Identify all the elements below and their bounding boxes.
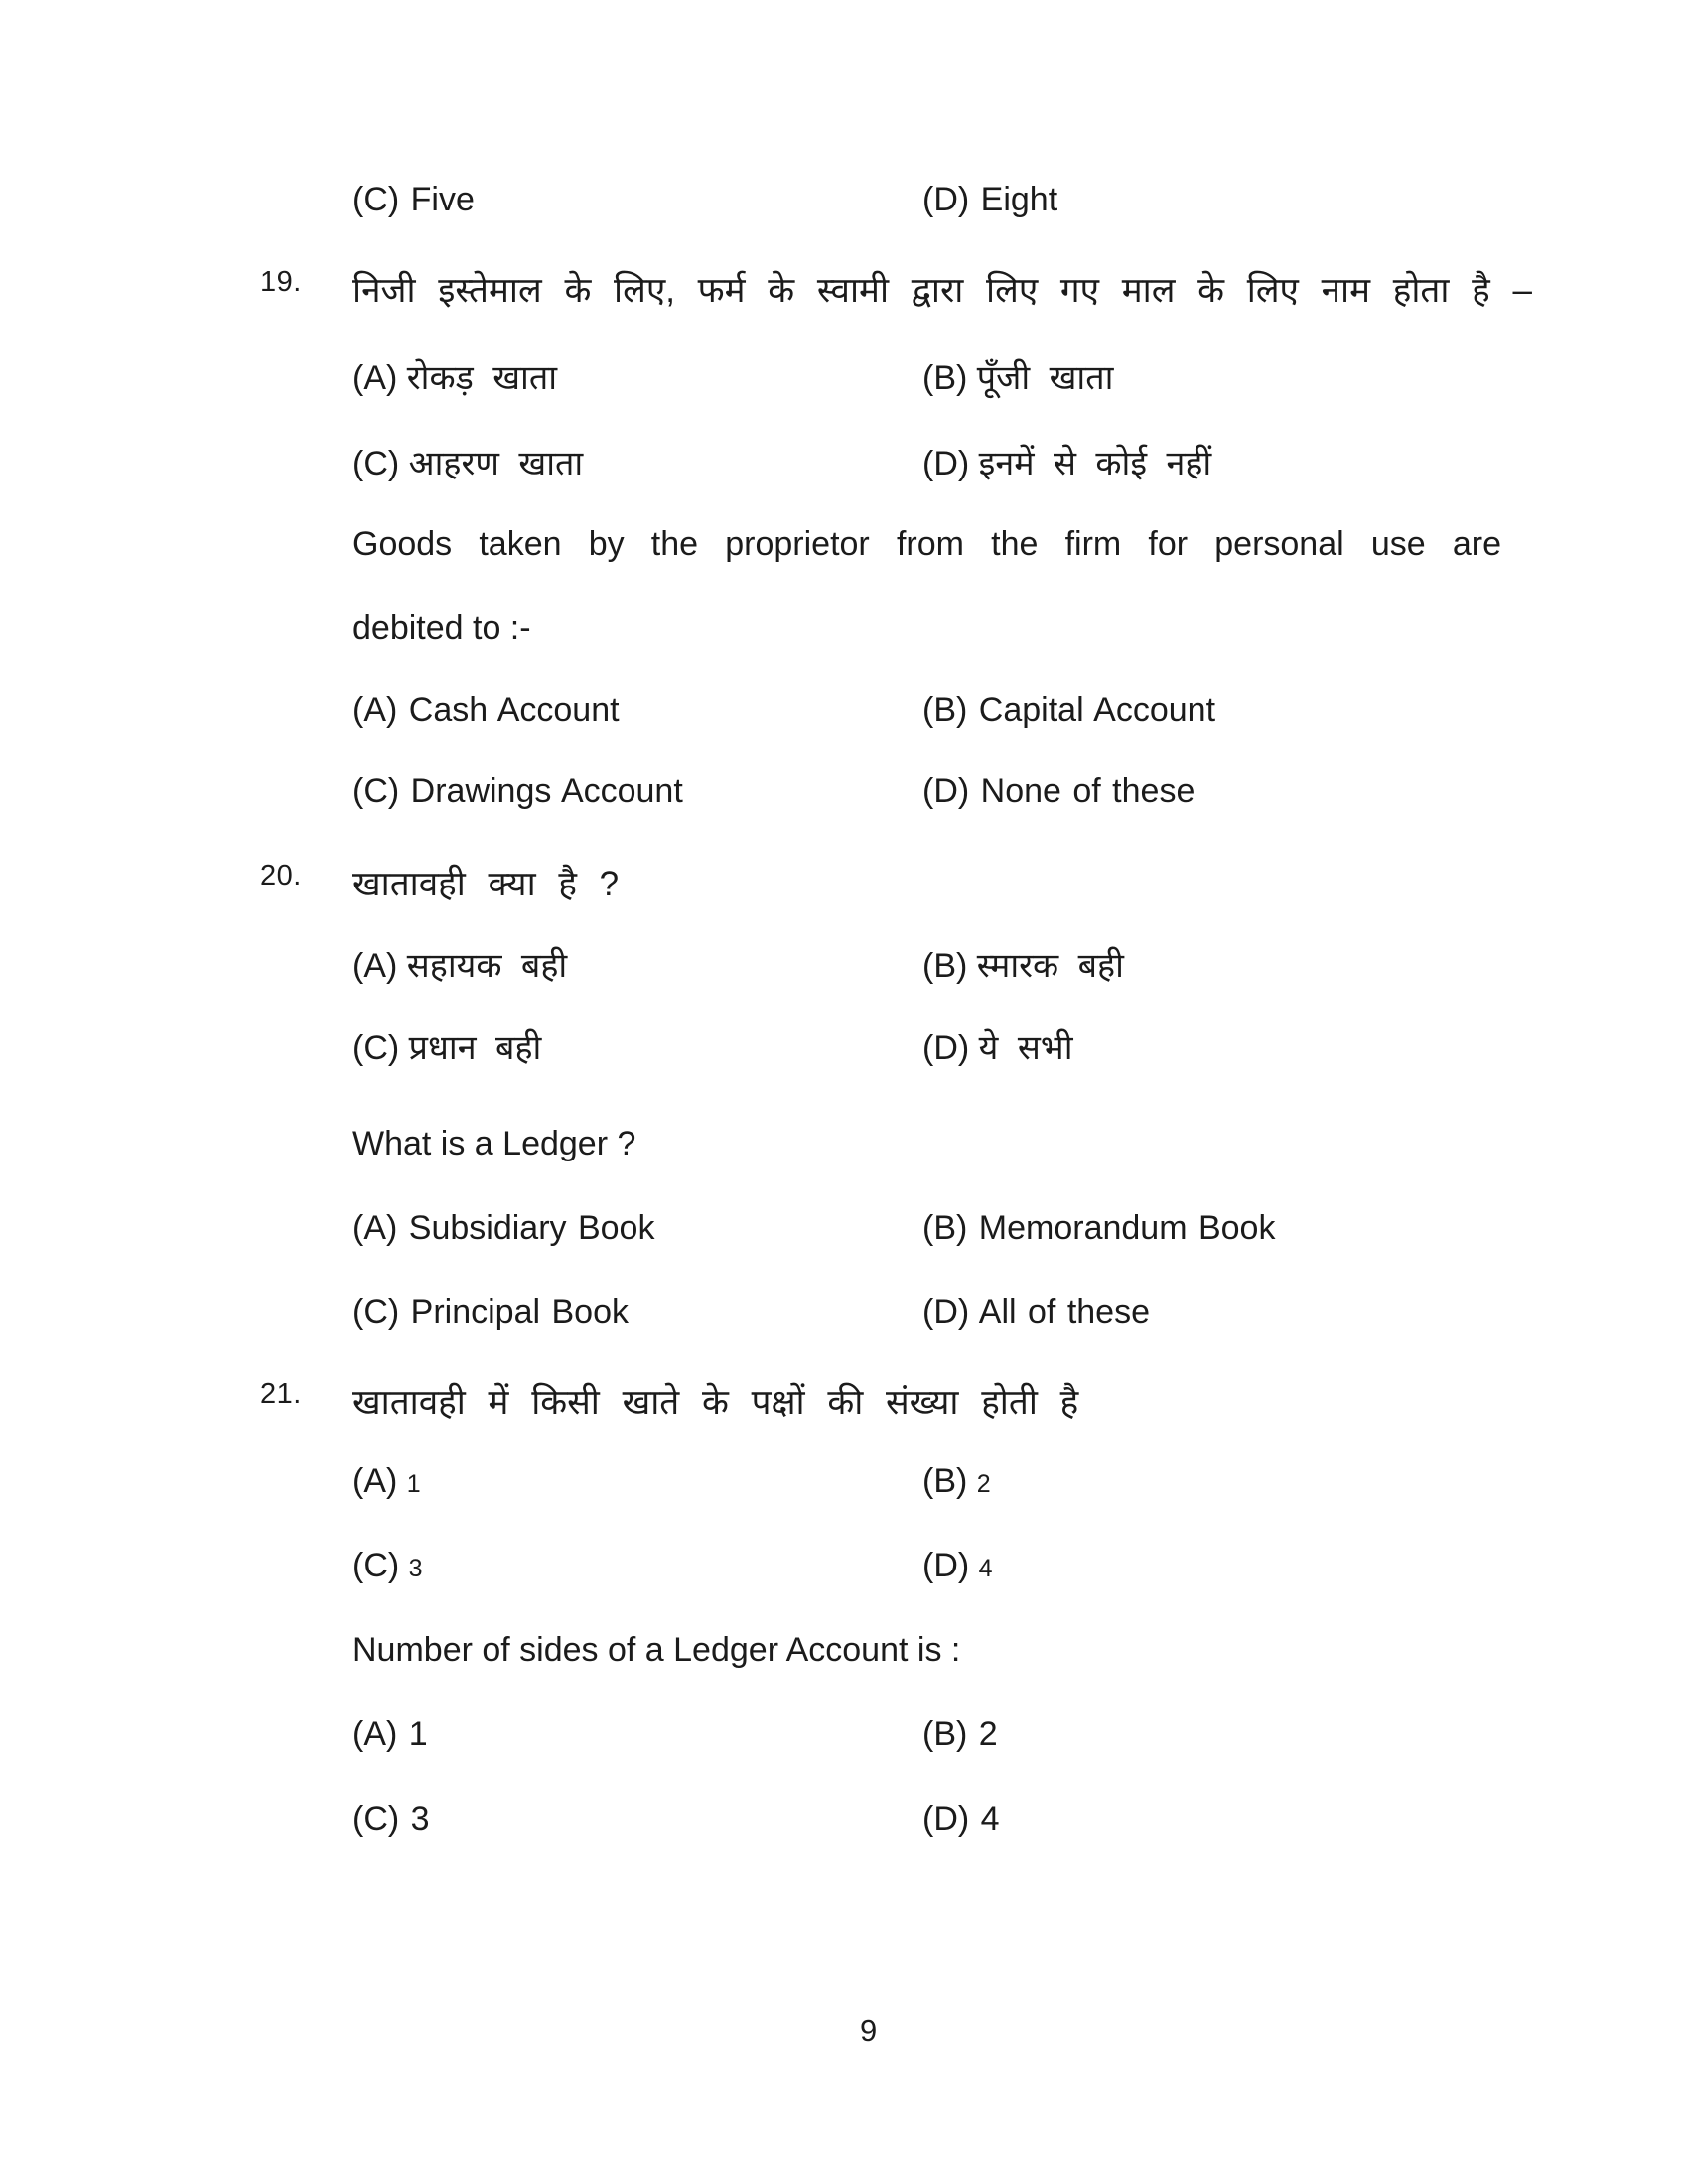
option-text: आहरण खाता [408, 445, 584, 482]
option-text: 2 [978, 1715, 998, 1753]
q20-option-b-hindi [922, 941, 1124, 987]
q19-question-english-line1: Goods taken by the proprietor from the firm for personal use are [352, 525, 1501, 563]
option-label: (B) [922, 947, 968, 985]
q20-question-hindi: खातावही क्या है ? [352, 865, 620, 903]
option-label: (D) [922, 1800, 970, 1838]
option-label: (B) [922, 1209, 968, 1247]
q21-option-c-hindi [352, 1547, 423, 1585]
q20-option-c-english [352, 1294, 629, 1332]
option-text: 3 [410, 1800, 430, 1838]
option-text: प्रधान बही [408, 1029, 542, 1067]
q19-question-hindi: निजी इस्तेमाल के लिए, फर्म के स्वामी द्वारा लिए गए माल के लिए नाम होता है – [352, 271, 1532, 310]
option-label: (C) [352, 1294, 400, 1331]
option-text: 2 [976, 1470, 991, 1498]
option-text: ये सभी [978, 1029, 1073, 1067]
carryover-option-c [352, 181, 475, 219]
option-text: Eight [980, 181, 1058, 218]
option-text: Drawings Account [410, 772, 683, 810]
option-text: 4 [978, 1555, 993, 1582]
option-label: (D) [922, 181, 970, 218]
q20-option-d-hindi [922, 1024, 1073, 1069]
q20-option-d-english [922, 1294, 1150, 1332]
option-label: (A) [352, 1209, 398, 1247]
option-label: (B) [922, 1715, 968, 1753]
option-label: (D) [922, 772, 970, 810]
q20-option-c-hindi [352, 1024, 541, 1069]
option-text: None of these [980, 772, 1196, 810]
q19-option-c-english [352, 772, 683, 811]
option-text: Principal Book [410, 1294, 629, 1331]
q21-question-english: Number of sides of a Ledger Account is : [352, 1631, 961, 1669]
option-text: सहायक बही [406, 947, 568, 985]
option-label: (C) [352, 772, 400, 810]
option-label: (C) [352, 1547, 400, 1584]
q20-option-b-english [922, 1209, 1275, 1248]
option-label: (C) [352, 445, 400, 482]
q20-question-english: What is a Ledger ? [352, 1125, 636, 1162]
q19-option-a-hindi [352, 353, 557, 399]
q20-option-a-english [352, 1209, 654, 1248]
q21-option-b-hindi [922, 1462, 991, 1501]
q21-number: 21. [260, 1378, 302, 1410]
carryover-option-d [922, 181, 1057, 219]
q20-number: 20. [260, 860, 302, 891]
option-label: (A) [352, 691, 398, 729]
q21-option-d-english [922, 1800, 1000, 1839]
option-label: (D) [922, 1294, 970, 1331]
q19-option-c-hindi [352, 439, 583, 484]
q19-option-d-english [922, 772, 1195, 811]
option-text: Five [410, 181, 475, 218]
q19-option-a-english [352, 691, 620, 730]
option-label: (B) [922, 1462, 968, 1500]
option-label: (B) [922, 359, 968, 397]
option-text: 4 [980, 1800, 1000, 1838]
option-label: (A) [352, 1715, 398, 1753]
q21-option-c-english [352, 1800, 430, 1839]
q21-question-hindi: खातावही में किसी खाते के पक्षों की संख्या होती है [352, 1383, 1079, 1422]
option-label: (C) [352, 1029, 400, 1067]
option-text: Cash Account [408, 691, 620, 729]
option-text: रोकड़ खाता [406, 359, 558, 397]
q19-option-b-hindi [922, 353, 1113, 399]
q19-option-d-hindi [922, 439, 1211, 484]
option-text: Subsidiary Book [408, 1209, 655, 1247]
option-text: Memorandum Book [978, 1209, 1276, 1247]
q19-option-b-english [922, 691, 1215, 730]
option-text: इनमें से कोई नहीं [978, 445, 1212, 482]
q19-question-english-line2: debited to :- [352, 610, 531, 647]
option-label: (C) [352, 181, 400, 218]
page-number: 9 [860, 2013, 878, 2048]
option-label: (D) [922, 1029, 970, 1067]
option-text: स्मारक बही [976, 947, 1124, 985]
q21-option-d-hindi [922, 1547, 993, 1585]
option-text: Capital Account [978, 691, 1216, 729]
q21-option-a-english [352, 1715, 428, 1754]
option-label: (A) [352, 947, 398, 985]
q19-number: 19. [260, 266, 302, 298]
q20-option-a-hindi [352, 941, 567, 987]
option-text: All of these [978, 1294, 1150, 1331]
option-label: (C) [352, 1800, 400, 1838]
option-label: (A) [352, 1462, 398, 1500]
option-label: (B) [922, 691, 968, 729]
option-text: पूँजी खाता [976, 359, 1114, 397]
q21-option-a-hindi [352, 1462, 421, 1501]
option-label: (D) [922, 445, 970, 482]
option-text: 1 [406, 1470, 421, 1498]
option-text: 1 [408, 1715, 428, 1753]
q21-option-b-english [922, 1715, 998, 1754]
option-label: (D) [922, 1547, 970, 1584]
option-label: (A) [352, 359, 398, 397]
option-text: 3 [408, 1555, 423, 1582]
